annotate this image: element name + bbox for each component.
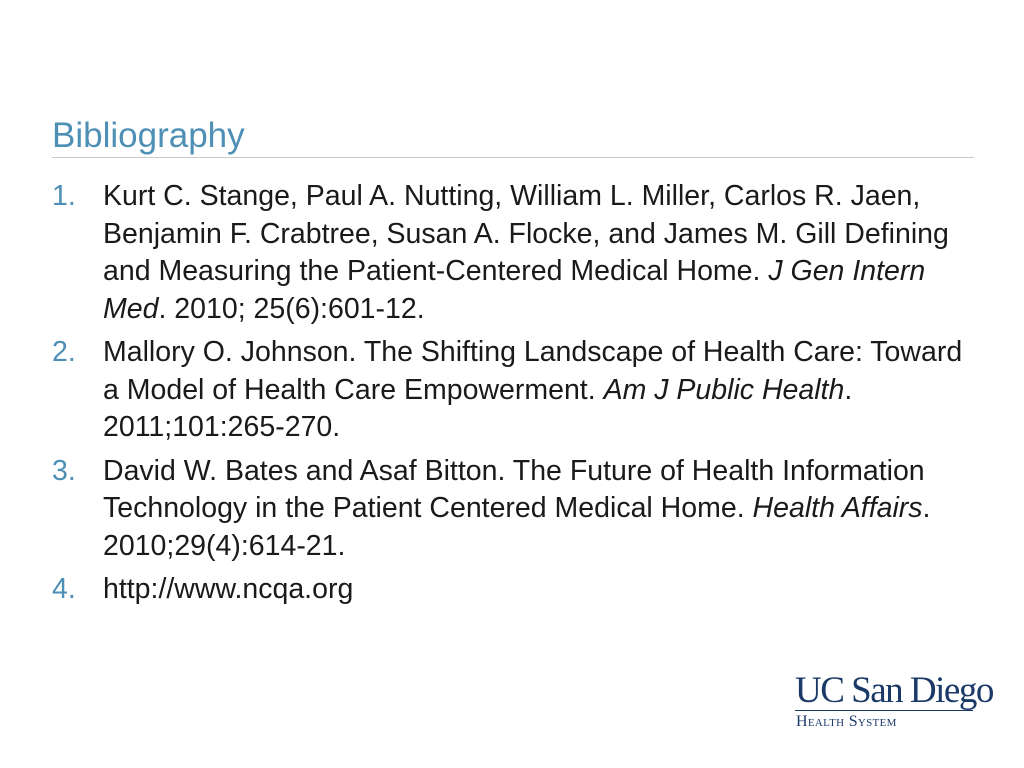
reference-number: 3. [52,454,76,487]
reference-citation: . 2010; 25(6):601-12. [158,292,425,325]
reference-number: 2. [52,336,76,368]
reference-journal: Health Affairs [752,492,923,524]
logo-subtitle: Health System [796,713,897,730]
reference-journal: Am J Public Health [603,373,845,406]
reference-link[interactable]: http://www.ncqa.org [103,573,354,605]
uc-san-diego-logo [795,670,993,732]
reference-citation: . 2011;101:265-270. [103,373,853,443]
reference-text: Mallory O. Johnson. The Shifting Landscape of Health Care: Toward a Model of Health Care Empowerment. [103,336,963,406]
title-divider [52,157,974,158]
logo-wordmark: UC San Diego [795,670,993,711]
reference-journal: J Gen Intern Med [103,255,926,325]
reference-number: 1. [52,180,76,212]
reference-item [52,453,977,566]
slide-title: Bibliography [52,116,245,155]
bibliography-list [52,178,977,615]
reference-text: David W. Bates and Asaf Bitton. The Future of Health Information Technology in the Patient Centered Medical Home. [103,454,925,524]
reference-citation: . 2010;29(4):614-21. [103,492,931,562]
reference-item [52,178,977,328]
reference-number: 4. [52,573,76,605]
logo-divider [795,710,973,711]
reference-item [52,571,977,609]
reference-item [52,334,977,447]
reference-text: Kurt C. Stange, Paul A. Nutting, William L. Miller, Carlos R. Jaen, Benjamin F. Crabtree, Susan A. Flocke, and James M. Gill Defining and Measuring the Patient-Centered Medical Home. [103,180,949,287]
